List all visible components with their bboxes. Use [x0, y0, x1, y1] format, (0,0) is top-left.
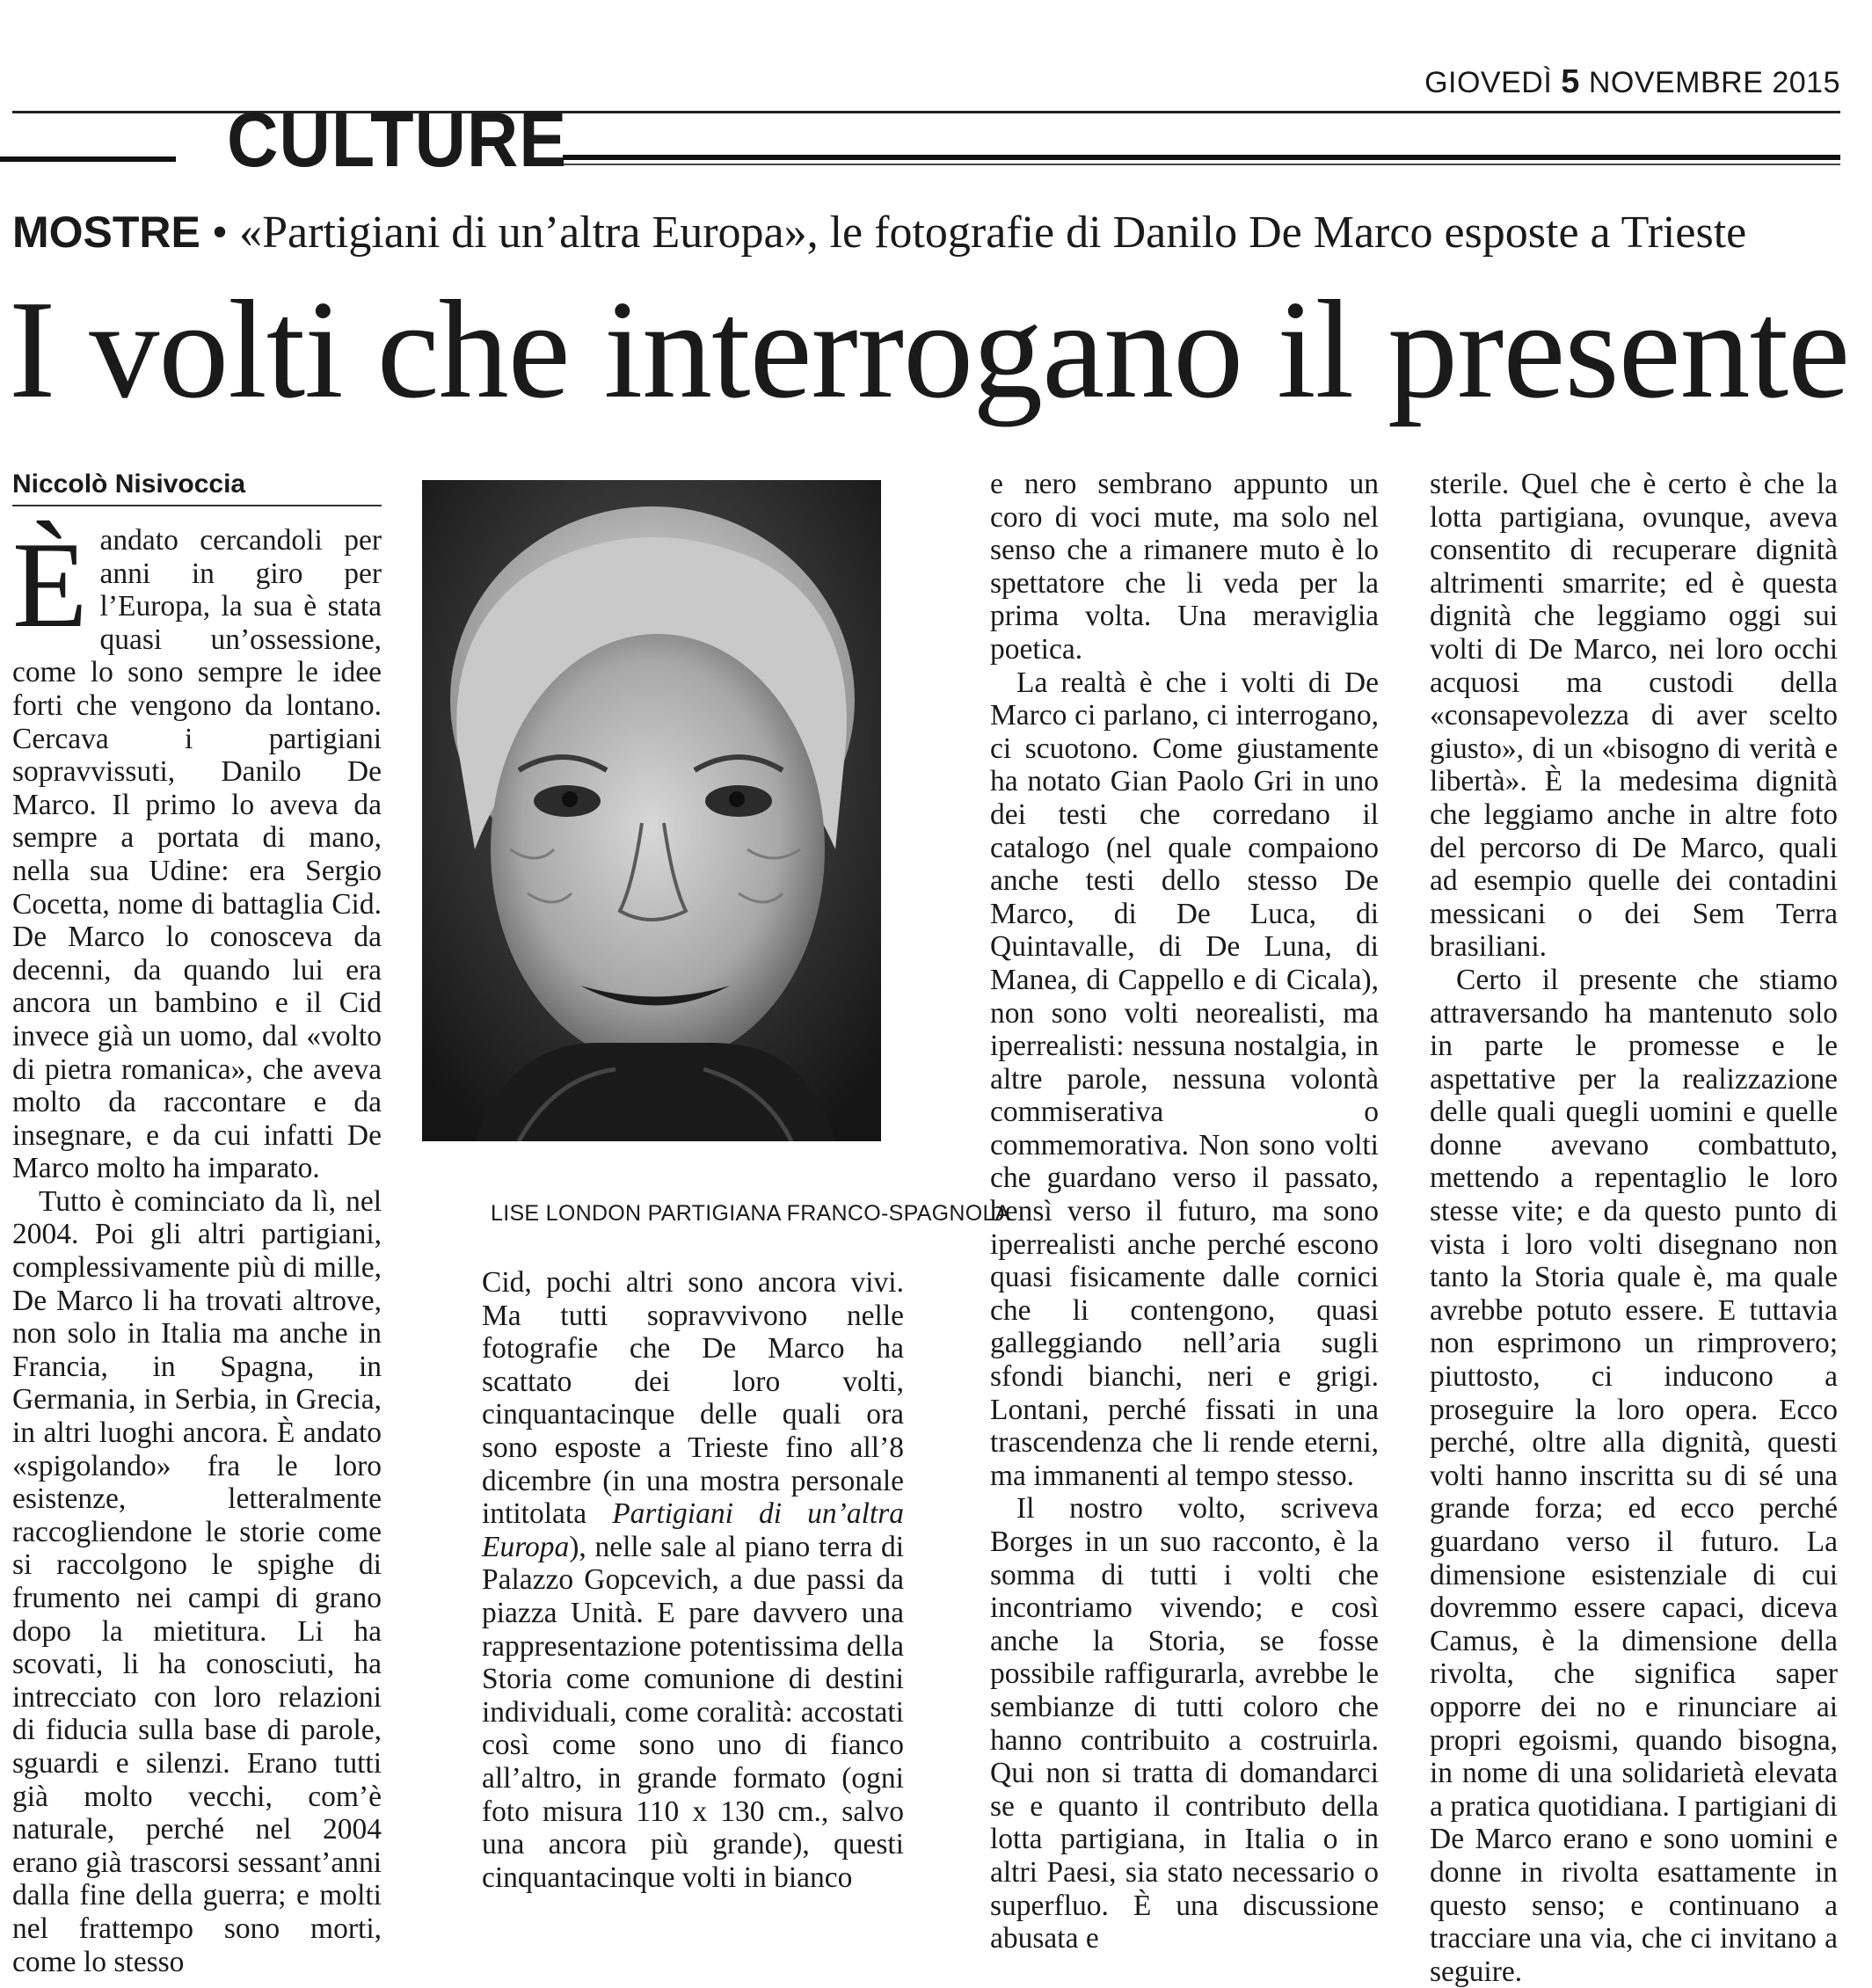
drop-cap: È — [12, 517, 88, 653]
photo-caption: LISE LONDON PARTIGIANA FRANCO-SPAGNOLA — [491, 1201, 1010, 1226]
section-title: CULTURE — [227, 96, 568, 183]
date-day: 5 — [1561, 63, 1580, 100]
exhibition-title: Partigiani di un’altra Europa — [482, 1497, 904, 1563]
kicker-tag: MOSTRE — [12, 208, 200, 257]
col1-p1-text: andato cercandoli per anni in giro per l’Europa, la sua è stata quasi un’ossessione, come lo sono sempre le idee forti che vengono da lontano. Cercava i partigiani sopravvissuti, Danilo De Marco. Il primo lo aveva da sempre a portata di mano, nella sua Udine: era Sergio Cocetta, nome di battaglia Cid. De Marco lo conosceva da decenni, da quando lui era ancora un bambino e il Cid invece già un uomo, dal «volto di pietra romanica», che aveva molto da raccontare e da insegnare, e da cui infatti De Marco molto ha imparato. — [12, 524, 382, 1185]
date-weekday: GIOVEDÌ — [1424, 66, 1553, 99]
section-rule-right-thin — [563, 164, 1840, 165]
headline: I volti che interrogano il presente — [9, 271, 1850, 427]
section-rule-right — [563, 155, 1840, 160]
col2-paragraph-1 — [482, 1266, 904, 1894]
portrait-photo — [422, 480, 881, 1141]
col4-paragraph-2: Certo il presente che stiamo attraversando ha mantenuto solo in parte le promesse e le aspettative per la realizzazione delle quali quegli uomini e quelle donne avevano combattuto, mettendo a repentaglio le loro stesse vite; e da questo punto di vista i loro volti disegnano non tanto la Storia quale è, ma quale avrebbe potuto essere. E tuttavia non esprimono un rimprovero; piuttosto, ci inducono a proseguire la loro opera. Ecco perché, oltre alla dignità, questi volti hanno inscritta su di sé una grande forza; ed ecco perché guardano verso il futuro. La dimensione esistenziale di cui dovremmo essere capaci, diceva Camus, è la dimensione della rivolta, che significa saper opporre dei no e rinunciare ai propri egoismi, quando bisogna, in nome di una solidarietà elevata a pratica quotidiana. I partigiani di De Marco erano e sono uomini e donne in rivolta esattamente in questo senso; e continuano a tracciare una via, che ci invitano a seguire. — [1430, 963, 1838, 1988]
col2-p1-b: ), nelle sale al piano terra di Palazzo Gopcevich, a due passi da piazza Unità. E pare davvero una rappresentazione potentissima della Storia come comunione di destini individuali, come coralità: accostati così come sono uno di fianco all’altro, in grande formato (ogni foto misura 110 x 130 cm., salvo una ancora più grande), questi cinquantacinque volti in bianco — [482, 1530, 904, 1894]
byline-rule — [12, 505, 382, 506]
col2-p1-a: Cid, pochi altri sono ancora vivi. Ma tutti sopravvivono nelle fotografie che De Marco ha scattato dei loro volti, cinquantacinque delle quali ora sono esposte a Trieste fino all’8 dicembre (in una mostra personale intitolata — [482, 1266, 904, 1531]
col3-paragraph-1: e nero sembrano appunto un coro di voci mute, ma solo nel senso che a rimanere muto è lo spettatore che li veda per la prima volta. Una meraviglia poetica. — [990, 468, 1379, 666]
column-2 — [482, 1266, 904, 1894]
kicker-separator: • — [200, 208, 240, 258]
column-4 — [1430, 468, 1838, 1988]
col3-paragraph-2: La realtà è che i volti di De Marco ci parlano, ci interrogano, ci scuotono. Come giustamente ha notato Gian Paolo Gri in uno dei testi che corredano il catalogo (nel quale compaiono anche testi dello stesso De Marco, di De Luca, di Quintavalle, di De Luna, di Manea, di Cappello e di Cicala), non sono volti neorealisti, ma iperrealisti: nessuna nostalgia, in altre parole, nessuna volontà commiserativa o commemorativa. Non sono volti che guardano verso il passato, bensì verso il futuro, ma sono iperrealisti anche perché escono quasi fisicamente dalle cornici che li contengono, quasi galleggiando nell’aria sugli sfondi bianchi, neri e grigi. Lontani, perché fissati in una trascendenza che li rende eterni, ma immanenti al tempo stesso. — [990, 666, 1379, 1492]
kicker-text: «Partigiani di un’altra Europa», le fotografie di Danilo De Marco esposte a Trieste — [239, 208, 1747, 258]
issue-date — [1424, 63, 1840, 101]
section-rule-left — [0, 157, 176, 162]
portrait-image — [422, 480, 881, 1141]
col1-paragraph-2: Tutto è cominciato da lì, nel 2004. Poi gli altri partigiani, complessivamente più di mille, De Marco li ha trovati altrove, non solo in Italia ma anche in Francia, in Spagna, in Germania, in Serbia, in Grecia, in altri luoghi ancora. È andato «spigolando» fra le loro esistenze, letteralmente raccogliendone le storie come si raccolgono le spighe di frumento nei campi di grano dopo la mietitura. Li ha scovati, li ha conosciuti, ha intrecciato con loro relazioni di fiducia sulla base di parole, sguardi e silenzi. Erano tutti già molto vecchi, com’è naturale, perché nel 2004 erano già trascorsi sessant’anni dalla fine della guerra; e molti nel frattempo sono morti, come lo stesso — [12, 1184, 382, 1978]
column-3 — [990, 468, 1379, 1955]
column-1 — [12, 517, 382, 1978]
kicker — [12, 206, 1746, 259]
col1-paragraph-1 — [12, 517, 382, 1185]
col3-paragraph-3: Il nostro volto, scriveva Borges in un suo racconto, è la somma di tutti i volti che incontriamo vivendo; e così anche la Storia, se fosse possibile raffigurarla, avrebbe le sembianze di tutti coloro che hanno contribuito a costruirla. Qui non si tratta di domandarci se e quanto il contributo della lotta partigiana, in Italia o in altri Paesi, sia stato necessario o superfluo. È una discussione abusata e — [990, 1492, 1379, 1955]
date-month-year: NOVEMBRE 2015 — [1588, 66, 1840, 99]
col4-paragraph-1: sterile. Quel che è certo è che la lotta partigiana, ovunque, aveva consentito di recuperare dignità altrimenti smarrite; ed è questa dignità che leggiamo oggi sui volti di De Marco, nei loro occhi acquosi ma custodi della «consapevolezza di aver scelto giusto», di un «bisogno di verità e libertà». È la medesima dignità che leggiamo anche in altre foto del percorso di De Marco, quali ad esempio quelle dei contadini messicani o dei Sem Terra brasiliani. — [1430, 468, 1838, 964]
byline: Niccolò Nisivoccia — [12, 470, 246, 499]
